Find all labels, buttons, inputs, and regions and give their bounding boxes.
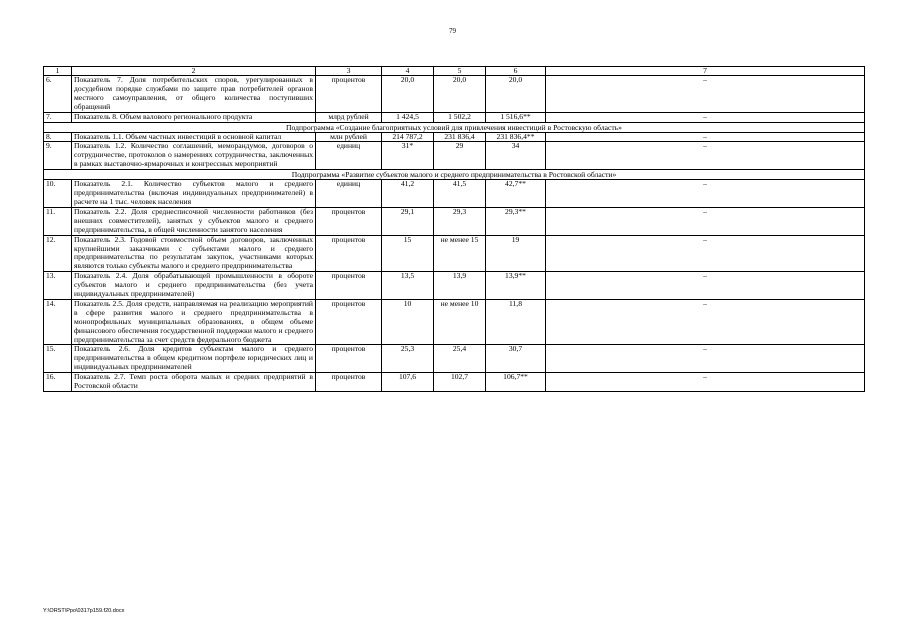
value-cell: 106,7** — [486, 373, 546, 392]
table-row — [44, 132, 865, 142]
row-number: 13. — [44, 272, 72, 300]
note-cell: – — [546, 180, 865, 208]
row-number: 11. — [44, 207, 72, 235]
indicator-description: Показатель 2.2. Доля среднесписочной численности работников (без внешних совместителей), занятых у субъектов малого и среднего предпринимательства, в общей численности занятого населения — [72, 207, 316, 235]
subprogram-row — [44, 122, 865, 132]
value-cell: 20,0 — [382, 76, 434, 113]
row-number: 10. — [44, 180, 72, 208]
indicator-description: Показатель 2.1. Количество субъектов малого и среднего предпринимательства (включая индивидуальных предпринимателей) в расчете на 1 тыс. человек населения — [72, 180, 316, 208]
indicators-table — [43, 66, 865, 392]
table-row — [44, 299, 865, 345]
row-number: 12. — [44, 235, 72, 272]
value-cell: 1 516,6** — [486, 112, 546, 122]
value-cell: 29,1 — [382, 207, 434, 235]
value-cell: 41,5 — [434, 180, 486, 208]
header-cell: 6 — [486, 67, 546, 76]
note-cell: – — [546, 112, 865, 122]
value-cell: 19 — [486, 235, 546, 272]
row-number: 7. — [44, 112, 72, 122]
value-cell: не менее 10 — [434, 299, 486, 345]
value-cell: 231 836,4 — [434, 132, 486, 142]
value-cell: 30,7 — [486, 345, 546, 373]
indicator-description: Показатель 1.1. Объем частных инвестиций в основной капитал — [72, 132, 316, 142]
row-number: 15. — [44, 345, 72, 373]
value-cell: 13,5 — [382, 272, 434, 300]
value-cell: 10 — [382, 299, 434, 345]
value-cell: 31* — [382, 142, 434, 170]
value-cell: 15 — [382, 235, 434, 272]
indicator-description: Показатель 2.4. Доля обрабатывающей промышленности в обороте субъектов малого и среднего предпринимательства (без учета индивидуальных предпринимателей) — [72, 272, 316, 300]
value-cell: 34 — [486, 142, 546, 170]
table-row — [44, 142, 865, 170]
table-row — [44, 112, 865, 122]
value-cell: 25,4 — [434, 345, 486, 373]
unit-cell: процентов — [316, 345, 382, 373]
note-cell: – — [546, 272, 865, 300]
value-cell: 29,3 — [434, 207, 486, 235]
table-row — [44, 373, 865, 392]
row-number: 16. — [44, 373, 72, 392]
indicator-description: Показатель 2.6. Доля кредитов субъектам малого и среднего предпринимательства в общем кредитном портфеле юридических лиц и индивидуальных предпринимателей — [72, 345, 316, 373]
table-row — [44, 207, 865, 235]
table-row — [44, 345, 865, 373]
header-cell: 4 — [382, 67, 434, 76]
value-cell: 13,9** — [486, 272, 546, 300]
note-cell: – — [546, 76, 865, 113]
row-number: 8. — [44, 132, 72, 142]
subprogram-title: Подпрограмма «Создание благоприятных условий для привлечения инвестиций в Ростовскую область» — [44, 122, 865, 132]
unit-cell: процентов — [316, 207, 382, 235]
header-cell: 5 — [434, 67, 486, 76]
unit-cell: единиц — [316, 142, 382, 170]
table-row — [44, 235, 865, 272]
value-cell: 42,7** — [486, 180, 546, 208]
header-cell: 7 — [546, 67, 865, 76]
row-number: 14. — [44, 299, 72, 345]
note-cell: – — [546, 299, 865, 345]
value-cell: 231 836,4** — [486, 132, 546, 142]
value-cell: 41,2 — [382, 180, 434, 208]
value-cell: 11,8 — [486, 299, 546, 345]
row-number: 6. — [44, 76, 72, 113]
value-cell: 13,9 — [434, 272, 486, 300]
indicator-description: Показатель 2.5. Доля средств, направляемая на реализацию мероприятий в сфере развития малого и среднего предпринимательства в монопрофильных муниципальных образованиях, в общем объеме финансового обеспечения государственной поддержки малого и среднего предпринимательства за счет средств федерального бюджета — [72, 299, 316, 345]
page-number: 79 — [449, 27, 456, 35]
row-number: 9. — [44, 142, 72, 170]
note-cell: – — [546, 132, 865, 142]
unit-cell: млрд рублей — [316, 112, 382, 122]
value-cell: 1 424,5 — [382, 112, 434, 122]
note-cell: – — [546, 142, 865, 170]
value-cell: 20,0 — [434, 76, 486, 113]
indicator-description: Показатель 2.7. Темп роста оборота малых и средних предприятий в Ростовской области — [72, 373, 316, 392]
header-cell: 1 — [44, 67, 72, 76]
indicator-description: Показатель 2.3. Годовой стоимостной объем договоров, заключенных крупнейшими заказчиками с субъектами малого и среднего предпринимательства по результатам закупок, участниками которых являются только субъекты малого и среднего предпринимательства — [72, 235, 316, 272]
value-cell: 25,3 — [382, 345, 434, 373]
value-cell: 20,0 — [486, 76, 546, 113]
value-cell: 107,6 — [382, 373, 434, 392]
table-row — [44, 180, 865, 208]
unit-cell: процентов — [316, 299, 382, 345]
header-cell: 3 — [316, 67, 382, 76]
unit-cell: процентов — [316, 373, 382, 392]
unit-cell: млн рублей — [316, 132, 382, 142]
subprogram-row — [44, 170, 865, 180]
unit-cell: процентов — [316, 235, 382, 272]
note-cell: – — [546, 235, 865, 272]
unit-cell: единиц — [316, 180, 382, 208]
value-cell: 1 502,2 — [434, 112, 486, 122]
note-cell: – — [546, 207, 865, 235]
value-cell: 214 787,2 — [382, 132, 434, 142]
note-cell: – — [546, 373, 865, 392]
note-cell: – — [546, 345, 865, 373]
table-header-row — [44, 67, 865, 76]
value-cell: 29 — [434, 142, 486, 170]
table-row — [44, 76, 865, 113]
header-cell: 2 — [72, 67, 316, 76]
value-cell: 29,3** — [486, 207, 546, 235]
indicator-description: Показатель 7. Доля потребительских споров, урегулированных в досудебном порядке службами по защите прав потребителей органов местного самоуправления, от общего количества поступивших обращений — [72, 76, 316, 113]
value-cell: не менее 15 — [434, 235, 486, 272]
value-cell: 102,7 — [434, 373, 486, 392]
indicator-description: Показатель 8. Объем валового регионального продукта — [72, 112, 316, 122]
subprogram-title: Подпрограмма «Развитие субъектов малого и среднего предпринимательства в Ростовской области» — [44, 170, 865, 180]
unit-cell: процентов — [316, 76, 382, 113]
indicator-description: Показатель 1.2. Количество соглашений, меморандумов, договоров о сотрудничестве, протоколов о намерениях сотрудничества, заключенных в рамках выставочно-ярмарочных и конгрессных мероприятий — [72, 142, 316, 170]
table-row — [44, 272, 865, 300]
unit-cell: процентов — [316, 272, 382, 300]
file-path-footer: Y:\ORST\Ppo\0317p159.f20.docx — [43, 608, 125, 614]
